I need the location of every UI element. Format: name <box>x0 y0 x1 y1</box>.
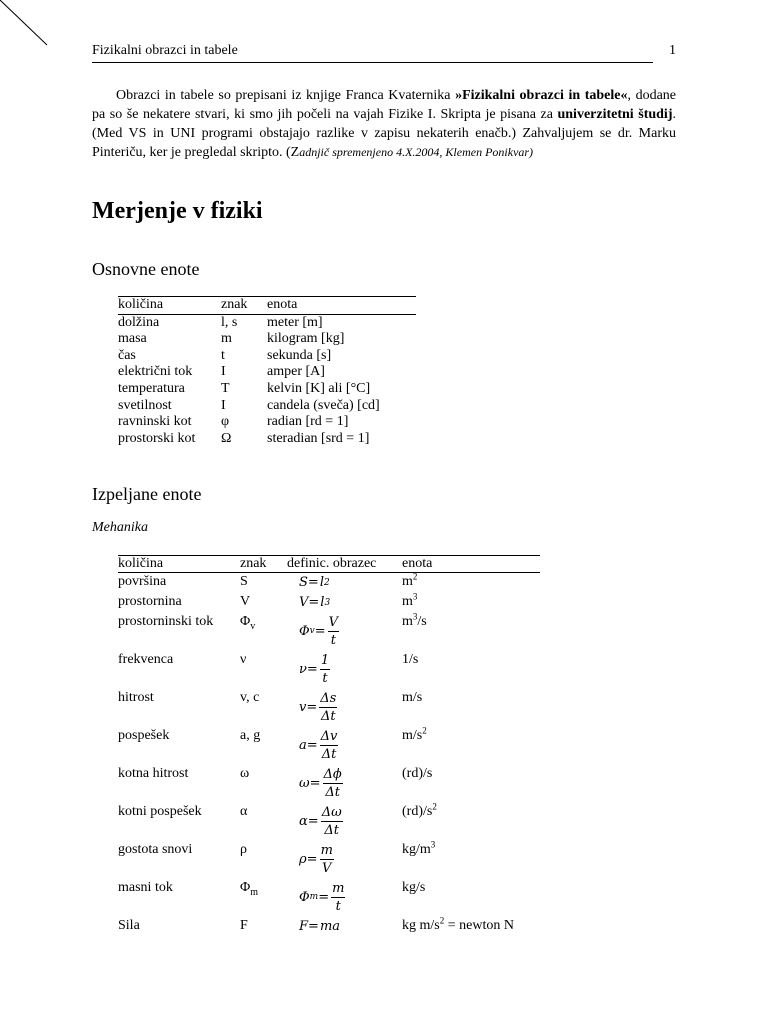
sign-text: Φ <box>240 614 251 629</box>
formula-lhs: α <box>299 813 308 829</box>
sign-text: ω <box>240 766 250 781</box>
formula: S = l 2 <box>299 575 330 590</box>
formula-fraction <box>331 879 345 915</box>
formula: Φ v = $\frac{V}{t}$ <box>299 615 339 648</box>
cell-enota: meter [m] <box>267 314 323 330</box>
cell-kolicina: električni tok <box>118 364 193 380</box>
equals-sign: = <box>314 623 326 639</box>
subheading-mehanika: Mehanika <box>92 520 148 535</box>
table-row <box>118 364 416 381</box>
cell-kolicina: površina <box>118 574 167 589</box>
unit-exponent: 2 <box>432 801 437 812</box>
fraction-numerator: Δv <box>320 729 338 744</box>
page-number: 1 <box>669 43 676 58</box>
cell-znak: I <box>221 364 226 380</box>
header-title: Fizikalni obrazci in tabele <box>92 43 238 58</box>
cell-znak: l, s <box>221 314 238 330</box>
unit-exponent: 3 <box>412 611 418 622</box>
table-row <box>118 381 416 398</box>
sign-text: F <box>240 918 248 933</box>
formula-lhs: V <box>299 595 309 610</box>
unit-text: kg/m <box>402 842 431 857</box>
formula-lhs: a <box>299 737 307 753</box>
cell-enota: candela (sveča) [cd] <box>267 397 380 413</box>
cell-znak <box>240 879 287 917</box>
fraction-denominator: t <box>322 671 328 686</box>
table-row <box>118 431 416 448</box>
table-row <box>118 727 540 765</box>
formula-fraction <box>319 689 337 725</box>
sign-subscript: v <box>250 620 256 632</box>
sign-text: Φ <box>240 880 251 895</box>
fraction-numerator: Δs <box>320 691 337 706</box>
cell-kolicina: prostorski kot <box>118 430 196 446</box>
cell-enota: kilogram [kg] <box>267 331 345 347</box>
formula-rhs: l <box>319 575 324 590</box>
cell-enota: radian [rd = 1] <box>267 414 349 430</box>
formula-fraction <box>328 613 339 649</box>
table-row <box>118 331 416 348</box>
col-znak: znak <box>240 556 267 571</box>
table-row <box>118 348 416 365</box>
cell-obrazec <box>287 765 402 803</box>
heading-izpeljane-enote: Izpeljane enote <box>92 484 202 504</box>
cell-znak <box>240 573 287 594</box>
sign-text: S <box>240 574 248 589</box>
cell-kolicina: čas <box>118 347 136 363</box>
table-row <box>118 414 416 431</box>
cell-enota: amper [A] <box>267 364 325 380</box>
cell-znak <box>240 727 287 765</box>
formula <box>299 765 343 801</box>
equals-sign: = <box>308 919 319 934</box>
cell-enota <box>402 593 540 613</box>
cell-kolicina: kotna hitrost <box>118 766 189 781</box>
formula-lhs: F <box>299 919 309 934</box>
formula-lhs: v <box>299 699 307 715</box>
cell-enota <box>402 917 540 937</box>
col-enota: enota <box>402 556 433 571</box>
table-row <box>118 573 540 594</box>
table-row <box>118 803 540 841</box>
formula <box>299 689 337 725</box>
formula <box>299 651 330 687</box>
equals-sign: = <box>306 851 318 867</box>
fraction-numerator: m <box>332 881 345 896</box>
cell-znak <box>240 613 287 651</box>
cell-znak <box>240 841 287 879</box>
cell-kolicina: frekvenca <box>118 652 174 667</box>
unit-text: m <box>402 574 413 589</box>
cell-enota: sekunda [s] <box>267 347 332 363</box>
cell-kolicina: kotni pospešek <box>118 804 202 819</box>
fraction-numerator: Δϕ <box>323 767 342 782</box>
fraction-denominator: t <box>335 899 341 914</box>
cell-kolicina: masni tok <box>118 880 173 895</box>
cell-znak: m <box>221 331 232 347</box>
cell-enota <box>402 879 540 917</box>
unit-text: m <box>402 594 413 609</box>
unit-text: 1/s <box>402 652 419 667</box>
sign-text: V <box>240 594 251 609</box>
unit-tail: /s <box>417 614 427 629</box>
col-kolicina: količina <box>118 556 164 571</box>
cell-kolicina: svetilnost <box>118 397 172 413</box>
cell-kolicina: prostornina <box>118 594 182 609</box>
fraction-numerator: m <box>320 843 333 858</box>
formula-lhs: ρ <box>299 851 307 867</box>
cell-kolicina: masa <box>118 331 147 347</box>
formula-rhs: l <box>320 595 325 610</box>
sign-text: α <box>240 804 248 819</box>
intro-text-2: , dodane pa so še nekatere stvari, ki smo jih počeli na vajah Fizike I. Skripta je pisana za <box>92 88 676 122</box>
cell-znak <box>240 689 287 727</box>
equals-sign: = <box>318 889 330 905</box>
table-row <box>118 765 540 803</box>
formula <box>299 918 340 935</box>
cell-enota: kelvin [K] ali [°C] <box>267 380 371 396</box>
formula <box>299 727 338 763</box>
cell-enota <box>402 613 540 651</box>
formula: Φ m = $\frac{m}{t}$ <box>299 881 345 914</box>
cell-kolicina: ravninski kot <box>118 414 192 430</box>
corner-fold-line <box>0 0 50 50</box>
formula-lhs: ω <box>299 775 310 791</box>
cell-kolicina: pospešek <box>118 728 170 743</box>
formula-rhs: ma <box>319 919 341 934</box>
cell-enota <box>402 727 540 765</box>
intro-note: adnjič spremenjeno 4.X.2004, Klemen Ponikvar) <box>299 145 534 159</box>
formula-fraction <box>321 803 343 839</box>
intro-study-type: univerzitetni študij <box>557 107 673 122</box>
cell-obrazec <box>287 803 402 841</box>
page-header <box>92 43 676 59</box>
unit-exponent: 2 <box>422 725 427 736</box>
cell-obrazec <box>287 727 402 765</box>
cell-znak <box>240 593 287 613</box>
cell-obrazec <box>287 841 402 879</box>
equals-sign: = <box>306 699 318 715</box>
cell-kolicina: gostota snovi <box>118 842 193 857</box>
table-header-row <box>118 297 416 315</box>
table-header-row <box>118 556 540 573</box>
fraction-denominator: Δt <box>320 709 336 724</box>
cell-znak: Ω <box>221 430 232 446</box>
heading-osnovne-enote: Osnovne enote <box>92 259 200 279</box>
cell-znak <box>240 765 287 803</box>
fraction-denominator: V <box>322 861 332 876</box>
table-row <box>118 398 416 415</box>
cell-enota <box>402 573 540 594</box>
unit-exponent: 2 <box>412 571 418 582</box>
sign-text: ρ <box>240 842 247 857</box>
intro-paragraph <box>92 86 676 162</box>
sign-text: a, g <box>240 728 261 743</box>
formula-fraction <box>320 841 334 877</box>
cell-znak <box>240 651 287 689</box>
unit-text: m <box>402 614 413 629</box>
cell-znak: t <box>221 347 225 363</box>
formula <box>299 841 334 877</box>
cell-obrazec <box>287 613 402 651</box>
fraction-denominator: Δt <box>324 823 339 838</box>
col-kolicina: količina <box>118 297 164 313</box>
formula-lhs: S <box>299 575 308 590</box>
sign-text: ν <box>240 652 247 667</box>
cell-obrazec <box>287 879 402 917</box>
equals-sign: = <box>306 661 318 677</box>
unit-exponent: 2 <box>439 915 445 926</box>
cell-obrazec <box>287 593 402 613</box>
intro-text-3: . (Med VS in UNI programi obstajajo razlike v zapisu nekaterih enačb.) Zahvaljujem se dr. Marku Pinteriču, ker je pregledal skripto. (Z <box>92 107 676 160</box>
intro-book-title: »Fizikalni obrazci in tabele« <box>455 88 628 103</box>
formula: V = l 3 <box>299 595 331 610</box>
equals-sign: = <box>308 595 320 610</box>
cell-znak <box>240 917 287 937</box>
unit-text: (rd)/s <box>402 804 433 819</box>
table-row <box>118 841 540 879</box>
cell-kolicina: dolžina <box>118 314 160 330</box>
table-row <box>118 917 540 937</box>
unit-text: kg/s <box>402 880 426 895</box>
equals-sign: = <box>307 813 319 829</box>
fraction-numerator: Δω <box>321 805 342 820</box>
cell-znak <box>240 803 287 841</box>
formula-lhs: ν <box>299 661 307 677</box>
cell-znak: T <box>221 380 230 396</box>
cell-kolicina: hitrost <box>118 690 154 705</box>
fraction-denominator: t <box>330 633 336 648</box>
sign-text: v, c <box>240 690 260 705</box>
cell-kolicina: Sila <box>118 918 140 933</box>
table-row <box>118 613 540 651</box>
unit-text: m/s <box>402 690 423 705</box>
unit-tail: = newton N <box>444 918 514 933</box>
unit-text: (rd)/s <box>402 766 433 781</box>
table-row <box>118 314 416 331</box>
cell-enota <box>402 651 540 689</box>
formula <box>299 803 343 839</box>
unit-text: m/s <box>402 728 423 743</box>
unit-exponent: 3 <box>430 839 436 850</box>
col-enota: enota <box>267 297 298 313</box>
cell-kolicina: prostorninski tok <box>118 614 214 629</box>
table-osnovne-enote <box>118 296 416 447</box>
table-row <box>118 593 540 613</box>
col-obrazec: definic. obrazec <box>287 556 377 571</box>
formula-fraction <box>320 727 339 763</box>
cell-kolicina: temperatura <box>118 380 185 396</box>
cell-znak: φ <box>221 414 230 430</box>
cell-enota <box>402 803 540 841</box>
cell-enota <box>402 765 540 803</box>
cell-obrazec <box>287 917 402 937</box>
table-row <box>118 689 540 727</box>
fraction-denominator: Δt <box>325 785 340 800</box>
intro-text-1: Obrazci in tabele so prepisani iz knjige Franca Kvaternika <box>116 88 456 103</box>
formula-lhs: Φ <box>299 623 310 639</box>
cell-enota <box>402 689 540 727</box>
section-title: Merjenje v fiziki <box>92 198 263 224</box>
unit-exponent: 3 <box>412 591 418 602</box>
formula-fraction <box>320 651 330 687</box>
table-row <box>118 879 540 917</box>
cell-znak: I <box>221 397 226 413</box>
header-rule <box>92 62 653 63</box>
cell-obrazec <box>287 651 402 689</box>
fraction-numerator: 1 <box>320 653 330 668</box>
table-izpeljane-enote <box>118 555 540 937</box>
unit-text: kg m/s <box>402 918 440 933</box>
equals-sign: = <box>309 775 321 791</box>
equals-sign: = <box>307 575 319 590</box>
formula-fraction <box>323 765 343 801</box>
cell-enota: steradian [srd = 1] <box>267 430 370 446</box>
table-row <box>118 651 540 689</box>
formula-lhs: Φ <box>299 889 310 905</box>
sign-subscript: m <box>250 886 259 898</box>
cell-obrazec <box>287 689 402 727</box>
cell-enota <box>402 841 540 879</box>
fraction-numerator: V <box>328 615 339 630</box>
fraction-denominator: Δt <box>321 747 337 762</box>
col-znak: znak <box>221 297 248 313</box>
equals-sign: = <box>306 737 318 753</box>
cell-obrazec <box>287 573 402 594</box>
